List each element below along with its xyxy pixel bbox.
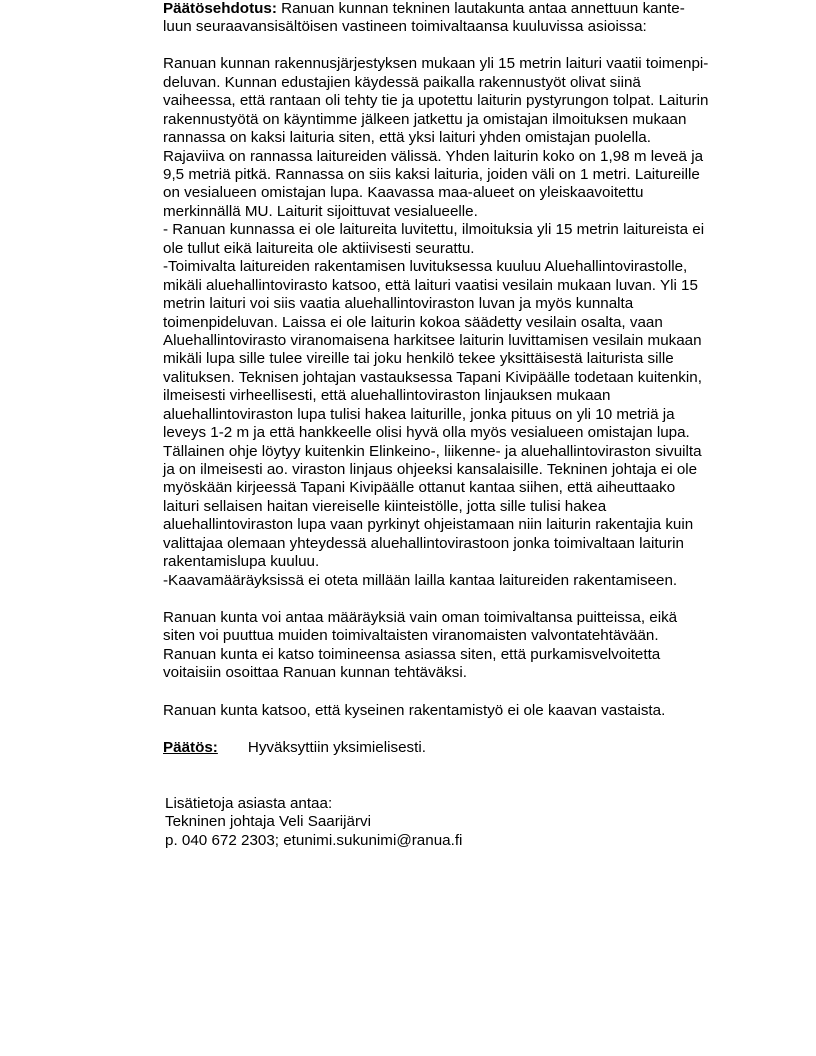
text-line: rakentamislupa kuuluu. (163, 553, 320, 571)
text-line: mikäli aluehallintovirasto katsoo, että laituri vaatisi vesilain mukaan luvan. Yli 15 (163, 276, 698, 294)
text-line: -Toimivalta laitureiden rakentamisen luvituksessa kuuluu Aluehallintovirastolle, (163, 258, 688, 276)
text-line: on vesialueen omistajan lupa. Kaavassa maa-alueet on yleiskaavoitettu (163, 184, 644, 202)
text-line: toimenpideluvan. Laissa ei ole laiturin kokoa säädetty vesilain osalta, vaan (163, 313, 663, 331)
text-line: Rajaviiva on rannassa laitureiden välissä. Yhden laiturin koko on 1,98 m leveä ja (163, 147, 704, 165)
text-line: laituri sellaisen haitan viereiselle kiinteistölle, jotta sille tulisi hakea (163, 497, 607, 515)
text-line: valituksen. Teknisen johtajan vastauksessa Tapani Kivipäälle todetaan kuitenkin, (163, 368, 702, 386)
text-line: ja on ilmeisesti ao. viraston linjaus ohjeeksi kansalaisille. Tekninen johtaja ei ole (163, 461, 698, 479)
decision-row (163, 739, 426, 757)
conclusion-paragraph (163, 702, 665, 720)
conclusion-text: Ranuan kunta katsoo, että kyseinen rakentamistyö ei ole kaavan vastaista. (163, 701, 666, 719)
contact-name: Tekninen johtaja Veli Saarijärvi (165, 813, 371, 831)
text-line: aluehallintoviraston lupa tulisi hakea laiturille, jonka pituus on yli 10 metriä ja (163, 405, 675, 423)
proposal-line-1 (163, 0, 685, 18)
contact-info (165, 795, 462, 850)
jurisdiction-paragraph (163, 609, 677, 683)
contact-details: p. 040 672 2303; etunimi.sukunimi@ranua.fi (165, 831, 463, 849)
proposal-section (163, 0, 685, 37)
text-line: Aluehallintovirasto viranomaisena harkitsee laiturin luvittamisen vesilain mukaan (163, 331, 702, 349)
contact-heading: Lisätietoja asiasta antaa: (165, 795, 333, 812)
text-line: 9,5 metriä pitkä. Rannassa on siis kaksi laituria, joiden väli on 1 metri. Laitureille (163, 166, 700, 184)
text-line: aluehallintoviraston lupa vaan pyrkinyt ohjeistamaan niin laiturin rakentajia kuin (163, 516, 694, 534)
text-line: valittajaa olemaan yhteydessä aluehallintovirastoon jonka toimivaltaan laiturin (163, 534, 684, 552)
response-body (163, 55, 708, 590)
text-line: voitaisiin osoittaa Ranuan kunnan tehtäväksi. (163, 664, 467, 682)
proposal-label: Päätösehdotus: (163, 0, 277, 17)
text-line: Ranuan kunta ei katso toimineensa asiassa siten, että purkamisvelvoitetta (163, 645, 661, 663)
text-line: -Kaavamääräyksissä ei oteta millään lailla kantaa laitureiden rakentamiseen. (163, 571, 678, 589)
text-line: merkinnällä MU. Laiturit sijoittuvat vesialueelle. (163, 202, 478, 220)
text-line: Ranuan kunnan rakennusjärjestyksen mukaan yli 15 metrin laituri vaatii toimenpi- (163, 55, 709, 73)
text-line: myöskään kirjeessä Tapani Kivipäälle ottanut kantaa siihen, että aiheuttaako (163, 479, 676, 497)
text-line: - Ranuan kunnassa ei ole laitureita luvitettu, ilmoituksia yli 15 metrin laitureista ei (163, 221, 705, 239)
text-line: Tällainen ohje löytyy kuitenkin Elinkeino-, liikenne- ja aluehallintoviraston sivuilta (163, 442, 702, 460)
text-line: ole tullut eikä laitureita ole aktiivisesti seurattu. (163, 239, 475, 257)
text-line: deluvan. Kunnan edustajien käydessä paikalla rakennustyöt olivat siinä (163, 73, 641, 91)
text-line: vaiheessa, että rantaan oli tehty tie ja upotettu laiturin pystyrungon tolpat. Laiturin (163, 92, 709, 110)
text-line: Ranuan kunta voi antaa määräyksiä vain oman toimivaltansa puitteissa, eikä (163, 609, 678, 626)
decision-label: Päätös: (163, 738, 218, 756)
proposal-intro: Ranuan kunnan tekninen lautakunta antaa annettuun kante- (276, 0, 685, 17)
text-line: ilmeisesti virheellisesti, että aluehallintoviraston linjauksen mukaan (163, 387, 611, 405)
text-line: mikäli lupa sille tulee vireille tai joku henkilö tekee yksittäisestä laiturista sille (163, 350, 674, 368)
text-line: metrin laituri voi siis vaatia aluehallintoviraston luvan ja myös kunnalta (163, 295, 634, 313)
proposal-line-2: luun seuraavansisältöisen vastineen toimivaltaansa kuuluvissa asioissa: (163, 18, 647, 36)
text-line: siten voi puuttua muiden toimivaltaisten viranomaisten valvontatehtävään. (163, 627, 659, 645)
decision-text: Hyväksyttiin yksimielisesti. (247, 738, 426, 756)
text-line: rannassa on kaksi laituria siten, että yksi laituri yhden omistajan puolella. (163, 129, 651, 147)
text-line: rakennustyötä on käyntimme jälkeen jatkettu ja omistajan ilmoituksen mukaan (163, 110, 687, 128)
text-line: leveys 1-2 m ja että hankkeelle olisi hyvä olla myös vesialueen omistajan lupa. (163, 424, 690, 442)
